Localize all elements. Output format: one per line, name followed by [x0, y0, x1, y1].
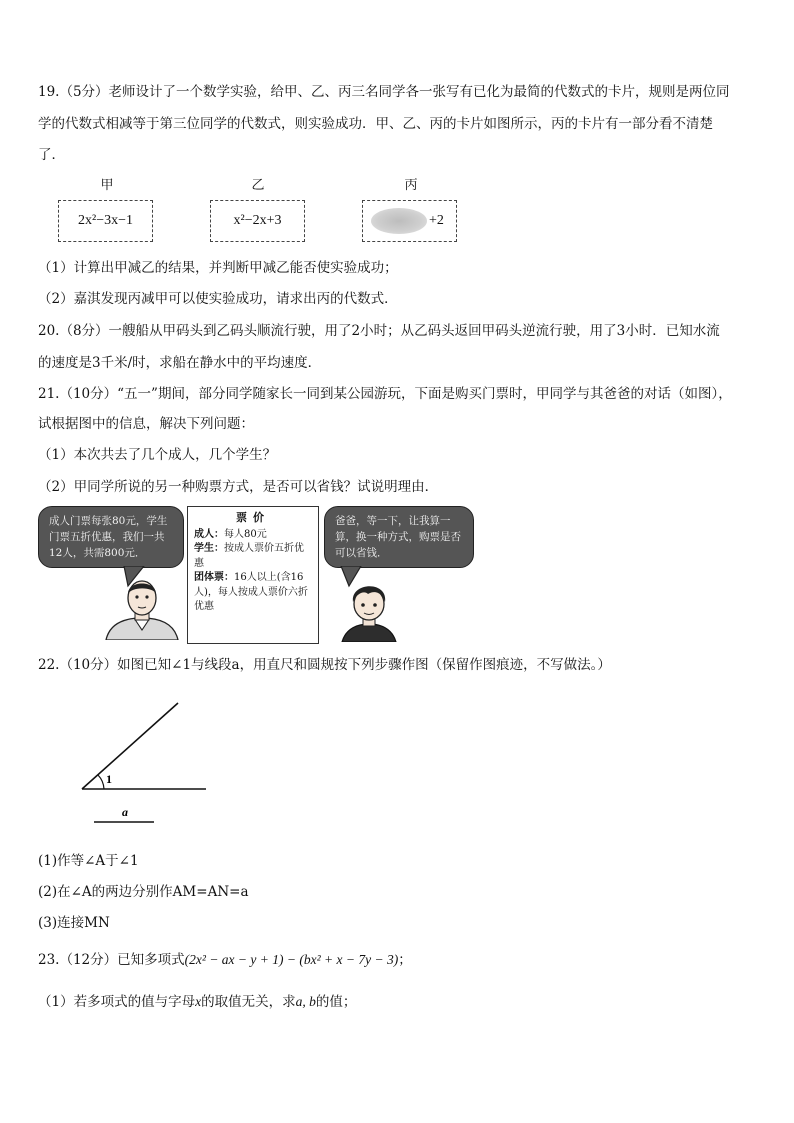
q20-line-1: 20.（8分）一艘船从甲码头到乙码头顺流行驶，用了2小时；从乙码头返回甲码头逆流行驶，用了3小时．已知水流 [38, 323, 720, 339]
ticket-group-key: 团体票： [194, 572, 234, 583]
q23-sub-1-suffix: 的值； [315, 994, 357, 1010]
ticket-adult-value: 每人80元 [224, 528, 267, 540]
card-bing [362, 200, 457, 242]
angle-figure [70, 695, 220, 830]
card-label-yi: 乙 [251, 178, 265, 193]
q19-line-2: 学的代数式相减等于第三位同学的代数式，则实验成功．甲、乙、丙的卡片如图所示，丙的卡片有一部分看不清楚 [38, 116, 713, 132]
angle-arc [98, 775, 104, 789]
q23-sub-1 [38, 992, 356, 1012]
ticket-adult-key: 成人： [194, 528, 224, 540]
angle-ray-slanted [82, 703, 178, 789]
card-jia [58, 200, 153, 242]
father-illustration-icon [104, 578, 180, 640]
q19-line-3: 了． [38, 147, 65, 163]
q22-line-1: 22.（10分）如图已知∠1与线段a，用直尺和圆规按下列步骤作图（保留作图痕迹，不写做法。） [38, 657, 611, 673]
ticket-price-board [187, 506, 319, 644]
q19-sub-2: （2）嘉淇发现丙减甲可以使实验成功，请求出丙的代数式． [38, 291, 398, 307]
q21-line-1: 21.（10分）“五一”期间，部分同学随家长一同到某公园游玩，下面是购买门票时，甲同学与其爸爸的对话（如图）， [38, 386, 732, 402]
q20-line-2: 的速度是3千米/时，求船在静水中的平均速度． [38, 355, 322, 371]
q23-sub-1-var: x [195, 994, 202, 1009]
q22-step-1: (1)作等∠A于∠1 [38, 853, 139, 869]
q23-sub-1-vars: a, b [295, 994, 316, 1009]
q23-sub-1-prefix: （1）若多项式的值与字母 [38, 994, 196, 1010]
q23-polynomial: (2x² − ax − y + 1) − (bx² + x − 7y − 3) [184, 952, 399, 967]
q19-line-1: 19.（5分）老师设计了一个数学实验，给甲、乙、丙三名同学各一张写有已化为最简的代数式的卡片，规则是两位同 [38, 84, 730, 100]
card-bing-expression: +2 [429, 213, 444, 228]
angle-label: 1 [106, 772, 112, 786]
q22-step-2: (2)在∠A的两边分别作AM=AN=a [38, 884, 249, 900]
q23-sub-1-mid: 的取值无关，求 [201, 994, 296, 1010]
q21-sub-2: （2）甲同学所说的另一种购票方式，是否可以省钱？试说明理由． [38, 479, 439, 495]
card-yi-expression: x²−2x+3 [233, 213, 282, 228]
card-label-jia: 甲 [100, 178, 114, 193]
q22-step-3: (3)连接MN [38, 915, 110, 931]
ticket-group-value: 16人以上(含16人)，每人按成人票价六折优惠 [194, 572, 308, 612]
speech-bubble-father: 成人门票每张80元，学生门票五折优惠，我们一共12人，共需800元． [38, 506, 184, 568]
q21-line-2: 试根据图中的信息，解决下列问题： [38, 416, 254, 432]
card-jia-expression: 2x²−3x−1 [78, 213, 133, 228]
card-yi [210, 200, 305, 242]
segment-label: a [122, 805, 128, 819]
q23-suffix: ； [398, 952, 412, 968]
student-illustration-icon [338, 580, 400, 642]
card-label-bing: 丙 [404, 178, 418, 193]
q21-sub-1: （1）本次共去了几个成人，几个学生？ [38, 447, 277, 463]
q23-prefix: 23.（12分）已知多项式 [38, 952, 185, 968]
ticket-title: 票价 [236, 511, 270, 524]
q23-line-1 [38, 950, 412, 970]
speech-bubble-student: 爸爸，等一下，让我算一算，换一种方式，购票是否可以省钱． [324, 506, 474, 568]
q19-sub-1: （1）计算出甲减乙的结果，并判断甲减乙能否使实验成功； [38, 260, 398, 276]
ticket-student-value: 按成人票价五折优惠 [194, 543, 304, 569]
blurred-area [371, 208, 427, 234]
ticket-student-key: 学生： [194, 543, 224, 554]
